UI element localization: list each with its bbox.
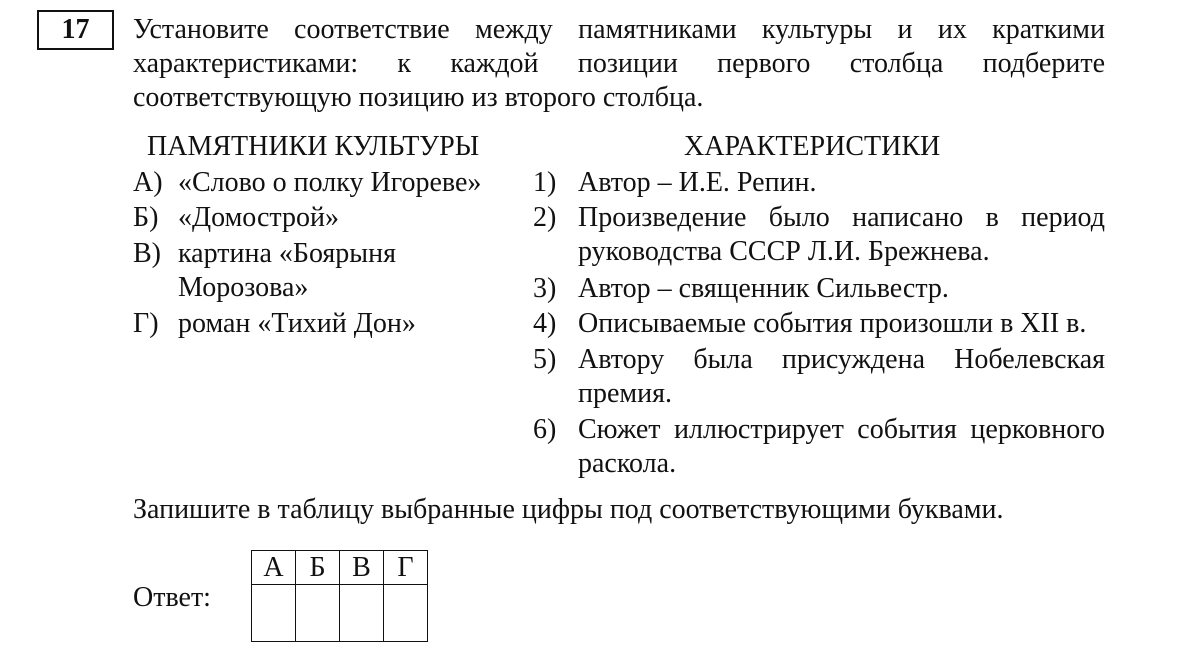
right-item-marker: 4) bbox=[533, 308, 557, 339]
answer-header-a: А bbox=[252, 551, 296, 585]
answer-table bbox=[251, 550, 428, 642]
answer-header-b: Б bbox=[296, 551, 340, 585]
answer-header-row bbox=[252, 551, 428, 585]
right-item-text: Сюжет иллюстрирует события церковного раскола. bbox=[578, 414, 1105, 479]
right-item-marker: 5) bbox=[533, 344, 557, 375]
left-item-marker: Г) bbox=[133, 308, 159, 339]
right-item-text: Автору была присуждена Нобелевская премия. bbox=[578, 344, 1105, 409]
right-item-text: Произведение было написано в период руководства СССР Л.И. Брежнева. bbox=[578, 202, 1105, 267]
right-item-marker: 3) bbox=[533, 273, 557, 304]
left-item-text: роман «Тихий Дон» bbox=[178, 308, 416, 339]
answer-header-g: Г bbox=[384, 551, 428, 585]
left-item-text: картина «Боярыня Морозова» bbox=[178, 238, 396, 303]
left-item-marker: Б) bbox=[133, 202, 159, 233]
right-column-header: ХАРАКТЕРИСТИКИ bbox=[684, 131, 941, 162]
right-item-text: Описываемые события произошли в XII в. bbox=[578, 308, 1087, 339]
answer-cell-b[interactable] bbox=[296, 585, 340, 642]
right-item-text: Автор – священник Сильвестр. bbox=[578, 273, 949, 304]
left-item-marker: В) bbox=[133, 238, 161, 269]
answer-cell-v[interactable] bbox=[340, 585, 384, 642]
answer-input-row bbox=[252, 585, 428, 642]
right-item-marker: 1) bbox=[533, 167, 557, 198]
left-column-header: ПАМЯТНИКИ КУЛЬТУРЫ bbox=[147, 131, 480, 162]
instruction-text: Запишите в таблицу выбранные цифры под соответствующими буквами. bbox=[133, 494, 1004, 525]
right-item-marker: 6) bbox=[533, 414, 557, 445]
left-item-text: «Слово о полку Игореве» bbox=[178, 167, 482, 198]
answer-cell-a[interactable] bbox=[252, 585, 296, 642]
answer-header-v: В bbox=[340, 551, 384, 585]
task-text: Установите соответствие между памятниками культуры и их краткими характеристиками: к каждой позиции первого столбца подберите соответствующую позицию из второго столбца. bbox=[133, 14, 1105, 113]
answer-cell-g[interactable] bbox=[384, 585, 428, 642]
task-number-box: 17 bbox=[37, 10, 114, 50]
left-item-text: «Домострой» bbox=[178, 202, 339, 233]
right-item-marker: 2) bbox=[533, 202, 557, 233]
left-item-marker: А) bbox=[133, 167, 163, 198]
answer-label: Ответ: bbox=[133, 582, 211, 613]
right-item-text: Автор – И.Е. Репин. bbox=[578, 167, 817, 198]
